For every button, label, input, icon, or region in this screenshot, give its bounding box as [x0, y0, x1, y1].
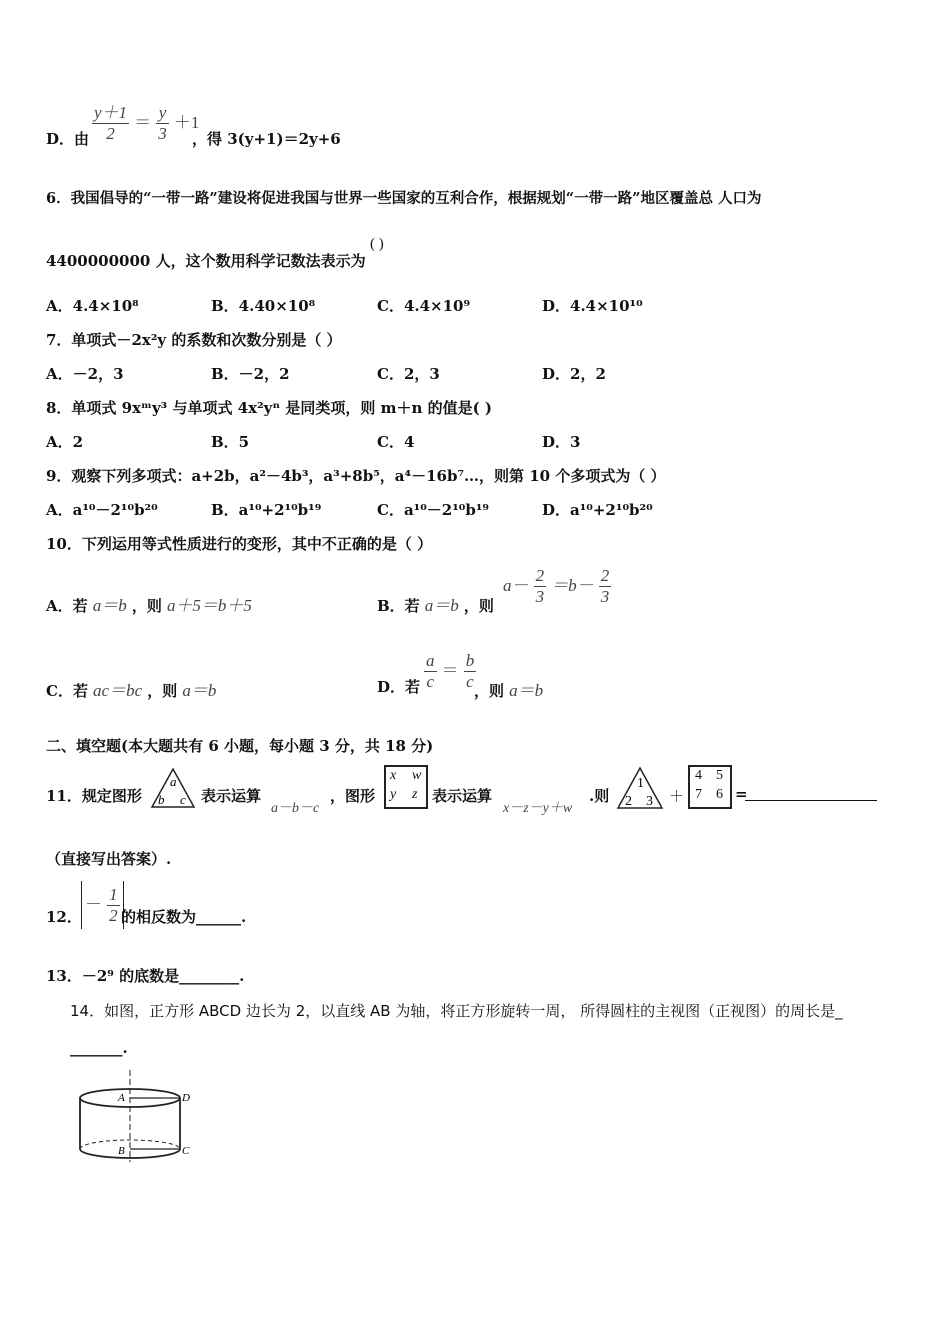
triangle-label-a: a	[170, 774, 177, 789]
q11-plus: ＋	[669, 787, 685, 805]
q13-stem: 13．－2⁹ 的底数是________.	[46, 967, 245, 985]
q9-option-c: C．a¹⁰－2¹⁰b¹⁹	[377, 501, 490, 519]
q10-d-frac2-num: b	[465, 651, 475, 670]
q5-option-d-result: ，得 3(y+1)＝2y+6	[192, 130, 341, 148]
q14-stem-line2: _______.	[70, 1039, 128, 1057]
q9-option-b: B．a¹⁰+2¹⁰b¹⁹	[211, 501, 322, 519]
triangle-value-2: 2	[625, 794, 632, 809]
q10-b-label: B．若	[377, 597, 420, 615]
square-value-5: 5	[716, 768, 723, 783]
q11-triangle-abc	[150, 767, 196, 809]
q10-d-premise	[424, 651, 476, 692]
q10-d-then: ，则	[474, 682, 505, 700]
q10-b-frac2-num: 2	[600, 566, 610, 585]
q10-option-a	[46, 591, 252, 616]
q6-option-b: B．4.40×10⁸	[211, 297, 316, 315]
point-label-a: A	[118, 1092, 125, 1104]
q11-shape-word: ，图形	[330, 787, 376, 805]
q12-absolute-value	[81, 881, 124, 929]
point-label-d: D	[182, 1092, 190, 1104]
q5-fraction-right	[156, 103, 169, 144]
q10-d-equals: ＝	[441, 661, 459, 680]
q5-frac1-denominator: 2	[106, 124, 115, 143]
q10-b-frac1-num: 2	[535, 566, 545, 585]
q6-option-d: D．4.4×10¹⁰	[542, 297, 643, 315]
q11-intro: 11．规定图形	[46, 787, 142, 805]
q11-operation-2: x－z－y＋w	[503, 801, 573, 816]
q10-b-premise: a＝b	[424, 596, 459, 615]
triangle-value-3: 3	[646, 794, 653, 809]
q12-frac-num: 1	[109, 884, 118, 904]
q10-d-frac2-den: c	[466, 672, 474, 691]
q11-square-xwyz	[384, 765, 428, 809]
q10-c-premise: ac＝bc	[93, 681, 143, 700]
q5-frac1-numerator: y＋1	[94, 103, 128, 122]
triangle-label-b: b	[158, 792, 165, 807]
q10-b-eq-b-minus: ＝b－	[551, 576, 594, 595]
q10-d-frac1-num: a	[426, 651, 435, 670]
q8-option-b: B．5	[211, 433, 250, 451]
q8-option-a: A．2	[46, 433, 84, 451]
q11-answer-blank[interactable]	[745, 800, 877, 801]
q5-frac2-numerator: y	[156, 103, 169, 124]
q8-option-d: D．3	[542, 433, 581, 451]
q7-option-c: C．2，3	[377, 365, 440, 383]
q10-b-frac2-den: 3	[600, 587, 610, 606]
q10-a-premise: a＝b	[92, 596, 127, 615]
q5-frac2-denominator: 3	[158, 124, 167, 143]
q6-option-a: A．4.4×10⁸	[46, 297, 139, 315]
q6-stem-line2: 4400000000 人，这个数用科学记数法表示为	[46, 252, 366, 270]
q10-c-conclusion: a＝b	[182, 681, 217, 700]
q7-stem: 7．单项式－2x²y 的系数和次数分别是（ ）	[46, 331, 342, 349]
q9-option-a: A．a¹⁰－2¹⁰b²⁰	[46, 501, 158, 519]
square-value-4: 4	[695, 768, 702, 783]
triangle-label-c: c	[180, 792, 186, 807]
q11-then: .则	[589, 787, 610, 805]
point-label-b: B	[118, 1145, 125, 1157]
q7-option-d: D．2，2	[542, 365, 606, 383]
q12-tail: 的相反数为______.	[121, 908, 247, 926]
point-label-c: C	[182, 1145, 190, 1157]
q12-label: 12．	[46, 908, 82, 926]
q11-operation-1: a－b－c	[271, 801, 320, 816]
q10-d-frac1	[424, 651, 437, 692]
square-label-w: w	[412, 768, 422, 783]
q14-cylinder-figure	[70, 1068, 200, 1164]
q10-c-then: ，则	[147, 682, 178, 700]
q11-represents-2: 表示运算	[432, 787, 493, 805]
q11-square-4576	[688, 765, 732, 809]
q10-b-frac1	[534, 566, 547, 607]
section-2-heading: 二、填空题(本大题共有 6 小题，每小题 3 分，共 18 分)	[46, 737, 434, 755]
q11-equals: =	[735, 785, 748, 803]
triangle-value-1: 1	[637, 776, 644, 791]
q11-represents-1: 表示运算	[201, 787, 262, 805]
square-value-6: 6	[716, 787, 723, 802]
q10-b-frac1-den: 3	[535, 587, 545, 606]
q12-fraction	[107, 885, 120, 926]
q10-b-frac2	[599, 566, 612, 607]
q5-equation	[92, 103, 199, 144]
q10-d-label: D．若	[377, 678, 421, 696]
q10-b-then: ，则	[463, 597, 494, 615]
square-label-x: x	[390, 768, 397, 783]
q9-option-d: D．a¹⁰+2¹⁰b²⁰	[542, 501, 653, 519]
q6-answer-paren: ( )	[370, 236, 384, 252]
square-label-z: z	[412, 787, 418, 802]
q10-d-tail	[474, 676, 543, 701]
q8-option-c: C．4	[377, 433, 415, 451]
q11-triangle-123	[616, 766, 664, 810]
q7-option-a: A．－2，3	[46, 365, 124, 383]
q6-stem-line1: 6．我国倡导的“一带一路”建设将促进我国与世界一些国家的互利合作，根据规划“一带一路”地区覆盖总 人口为	[46, 190, 762, 207]
q12-minus: －	[85, 895, 102, 914]
q9-stem: 9．观察下列多项式：a+2b，a²－4b³，a³+8b⁵，a⁴－16b⁷…，则第 10 个多项式为（ ）	[46, 467, 666, 485]
q10-a-label: A．若	[46, 597, 88, 615]
q8-stem: 8．单项式 9xᵐy³ 与单项式 4x²yⁿ 是同类项，则 m＋n 的值是( )	[46, 399, 493, 417]
q6-option-c: C．4.4×10⁹	[377, 297, 471, 315]
q10-d-conclusion: a＝b	[509, 681, 544, 700]
q10-option-c	[46, 676, 216, 701]
q10-c-label: C．若	[46, 682, 88, 700]
q5-fraction-left	[92, 103, 129, 144]
square-value-7: 7	[695, 787, 702, 802]
q5-plus-one: ＋1	[173, 113, 200, 132]
q5-option-d-label: D．由	[46, 130, 90, 148]
q10-a-conclusion: a＋5＝b＋5	[166, 596, 252, 615]
q5-equals: ＝	[134, 113, 152, 132]
q10-d-frac1-den: c	[426, 672, 435, 691]
q10-b-a-minus: a－	[503, 576, 529, 595]
square-label-y: y	[390, 787, 397, 802]
q10-option-b	[377, 591, 494, 616]
q10-b-conclusion	[503, 566, 611, 607]
q14-stem-line1: 14．如图，正方形 ABCD 边长为 2，以直线 AB 为轴，将正方形旋转一周， 所得圆柱的主视图（正视图）的周长是_	[70, 1002, 843, 1020]
q7-option-b: B．－2，2	[211, 365, 290, 383]
q12-frac-den: 2	[109, 905, 118, 925]
q10-a-then: ，则	[131, 597, 162, 615]
q11-note: （直接写出答案）.	[46, 850, 172, 868]
q10-stem: 10．下列运用等式性质进行的变形，其中不正确的是（ ）	[46, 535, 433, 553]
